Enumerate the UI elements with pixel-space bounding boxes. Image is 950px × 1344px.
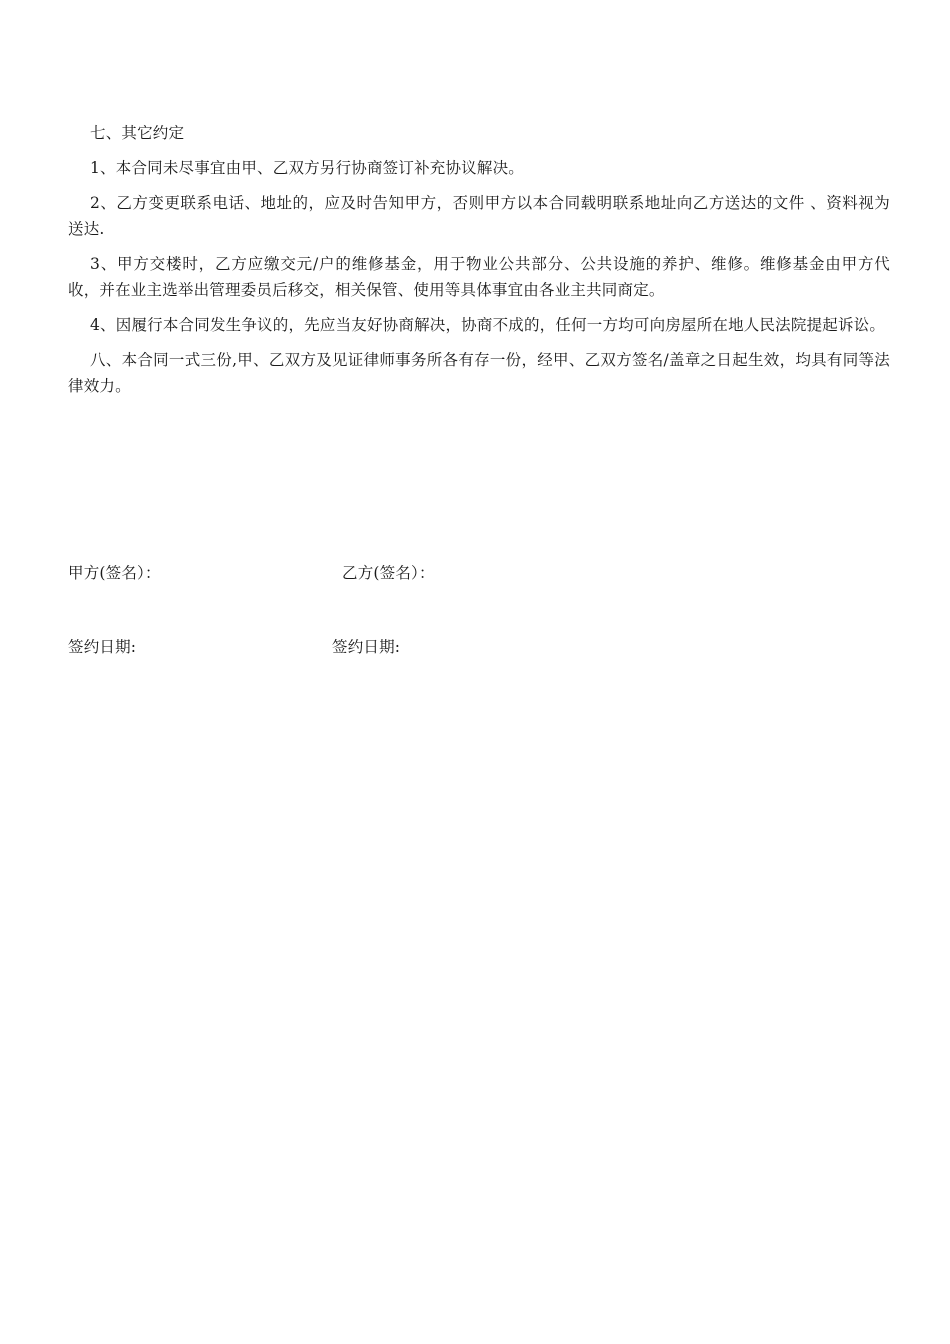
party-a-signature-label: 甲方(签名）： xyxy=(68,564,161,582)
clause-item-1: 1、本合同未尽事宜由甲、乙双方另行协商签订补充协议解决。 xyxy=(90,159,524,177)
clause-item-4: 4、因履行本合同发生争议的，先应当友好协商解决，协商不成的，任何一方均可向房屋所在地人民法院提起诉讼。 xyxy=(90,316,886,334)
clause-item-3: 3、甲方交楼时，乙方应缴交元/户的维修基金，用于物业公共部分、公共设施的养护、维修。维修基金由甲方代收，并在业主选举出管理委员后移交，相关保管、使用等具体事宜由各业主共同商定。 xyxy=(68,255,890,299)
section7-heading: 七、其它约定 xyxy=(90,124,185,142)
party-b-signature-label: 乙方(签名）： xyxy=(342,564,435,582)
party-a-date-label: 签约日期: xyxy=(68,638,137,656)
party-b-date-label: 签约日期: xyxy=(332,638,401,656)
section8-clause: 八、本合同一式三份,甲、乙双方及见证律师事务所各有存一份，经甲、乙双方签名/盖章之日起生效，均具有同等法律效力。 xyxy=(68,351,890,395)
clause-item-2: 2、乙方变更联系电话、地址的，应及时告知甲方，否则甲方以本合同载明联系地址向乙方送达的文件 、资料视为送达. xyxy=(68,194,890,238)
contract-body xyxy=(68,120,890,408)
